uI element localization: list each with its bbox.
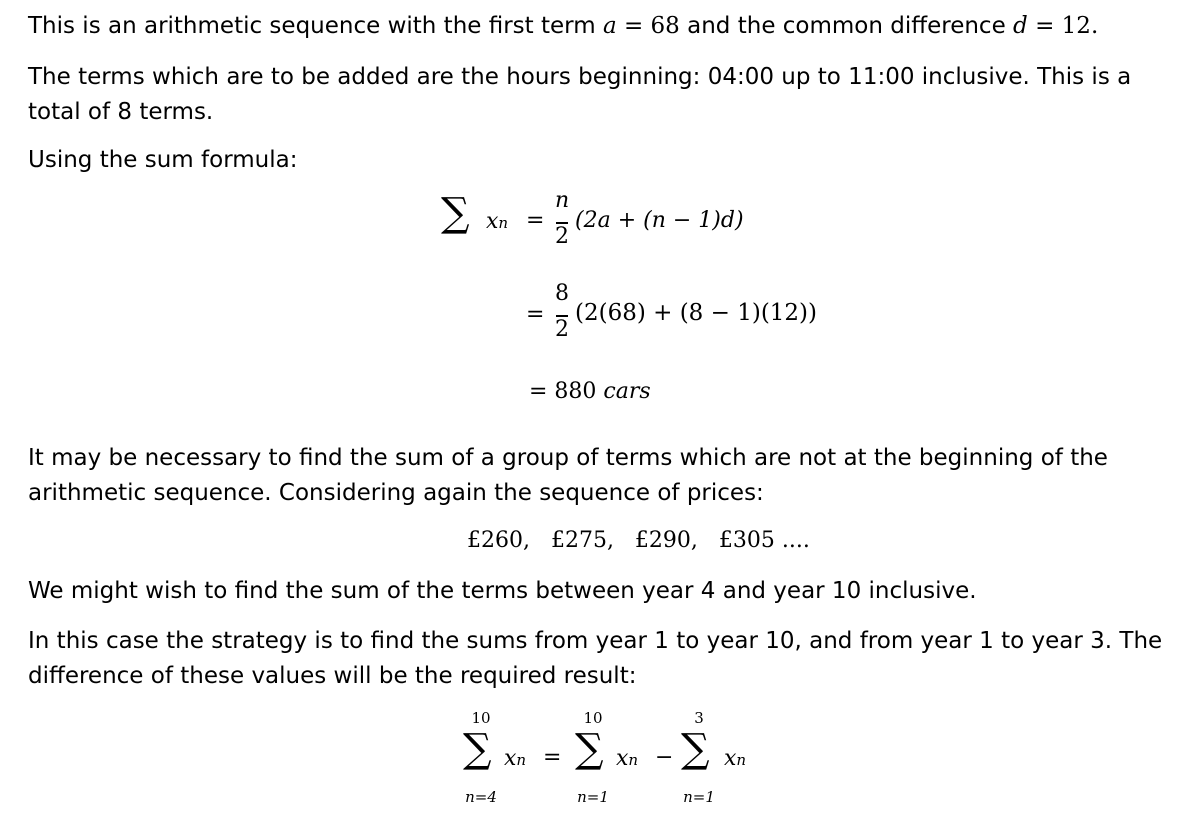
sigma-symbol: ∑ <box>575 726 604 772</box>
sum3-lower-limit: n=1 <box>683 788 715 806</box>
sum2-lower-limit: n=1 <box>577 788 609 806</box>
fraction-denominator: 2 <box>555 224 569 249</box>
terms-paragraph: The terms which are to be added are the hours beginning: 04:00 up to 11:00 inclusive. This is a total of 8 terms. <box>28 64 1132 125</box>
fraction-denominator: 2 <box>555 317 569 342</box>
intro-text: This is an arithmetic sequence with the first term <box>28 13 603 39</box>
first-term-value: = 68 <box>616 13 680 39</box>
using-sum-formula: Using the sum formula: <box>28 147 298 173</box>
equals-sign: = <box>526 302 545 327</box>
intro-text-2: and the common difference <box>679 13 1014 39</box>
equals-sign: = <box>543 745 562 770</box>
sum3-upper-limit: 3 <box>694 709 704 727</box>
strategy-paragraph: In this case the strategy is to find the sums from year 1 to year 10, and from year 1 to year 3. The difference of these values will be the required result: <box>28 628 1163 689</box>
formula-rhs: (2(68) + (8 − 1)(12)) <box>575 300 818 326</box>
n-subscript: n <box>498 214 509 232</box>
x-n-term <box>616 746 638 771</box>
equals-sign: = <box>526 208 545 233</box>
price-sequence: £260, £275, £290, £305 .... <box>467 528 810 553</box>
common-difference-value: = 12. <box>1027 13 1099 39</box>
result-unit: cars <box>603 379 651 404</box>
x-n-term <box>504 746 526 771</box>
var-a: a <box>602 13 617 39</box>
x-var: x <box>616 746 629 771</box>
year-range-paragraph: We might wish to find the sum of the terms between year 4 and year 10 inclusive. <box>28 578 977 604</box>
fraction-numerator: n <box>555 188 570 213</box>
sum2-upper-limit: 10 <box>583 709 603 727</box>
n-subscript: n <box>736 751 747 769</box>
n-subscript: n <box>516 751 527 769</box>
x-var: x <box>504 746 517 771</box>
result-value: = 880 <box>529 379 604 404</box>
formula-rhs: (2a + (n − 1)d) <box>575 208 744 233</box>
x-var: x <box>486 209 499 234</box>
fraction-numerator: 8 <box>555 281 569 306</box>
n-subscript: n <box>628 751 639 769</box>
x-n-term <box>486 209 508 234</box>
var-d: d <box>1013 13 1028 39</box>
x-var: x <box>724 746 737 771</box>
x-n-term <box>724 746 746 771</box>
sigma-symbol: ∑ <box>441 190 470 236</box>
sigma-symbol: ∑ <box>681 726 710 772</box>
minus-sign: − <box>655 745 674 770</box>
sigma-symbol: ∑ <box>463 726 492 772</box>
sum1-upper-limit: 10 <box>471 709 491 727</box>
group-sum-paragraph: It may be necessary to find the sum of a group of terms which are not at the beginning of the arithmetic sequence. Considering again the sequence of prices: <box>28 445 1108 506</box>
sum1-lower-limit: n=4 <box>465 788 497 806</box>
sum-result <box>529 379 651 404</box>
intro-sentence <box>28 9 1188 44</box>
